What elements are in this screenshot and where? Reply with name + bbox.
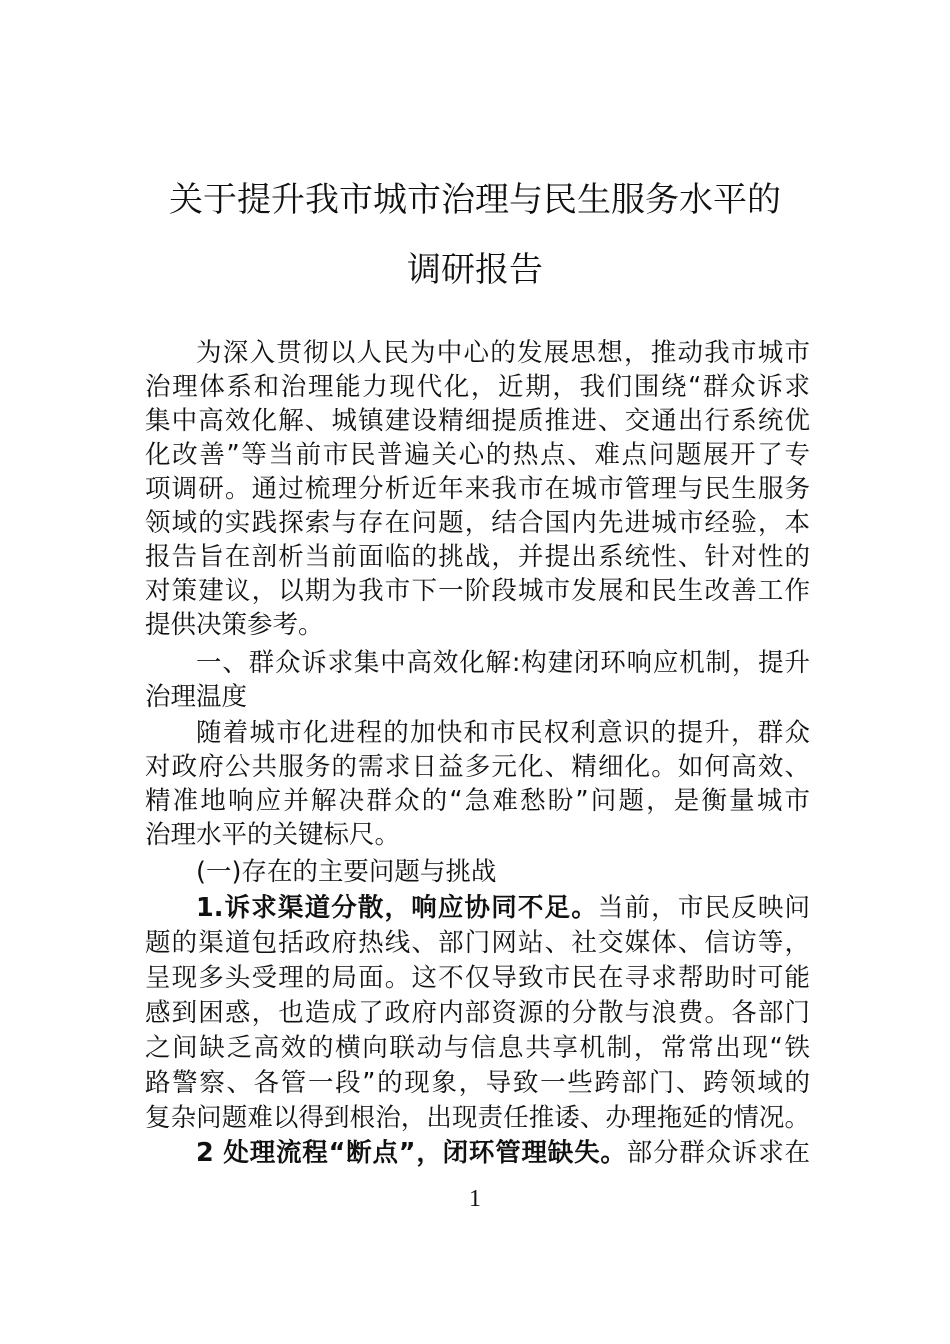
paragraph-line: 化改善”等当前市民普遍关心的热点、难点问题展开了专 — [145, 440, 810, 470]
paragraph-line: 治理体系和治理能力现代化，近期，我们围绕“群众诉求 — [145, 372, 810, 402]
subsection-heading: (一)存在的主要问题与挑战 — [196, 857, 497, 887]
paragraph-line: 报告旨在剖析当前面临的挑战，并提出系统性、针对性的 — [145, 542, 810, 572]
section-heading-line: 治理温度 — [145, 682, 248, 712]
section-heading-line: 一、群众诉求集中高效化解:构建闭环响应机制，提升 — [196, 648, 810, 678]
paragraph-line: 精准地响应并解决群众的“急难愁盼”问题，是衡量城市 — [145, 786, 810, 816]
paragraph-line: 项调研。通过梳理分析近年来我市在城市管理与民生服务 — [145, 474, 810, 504]
paragraph-line: 感到困惑，也造成了政府内部资源的分散与浪费。各部门 — [145, 998, 810, 1028]
paragraph-line: 呈现多头受理的局面。这不仅导致市民在寻求帮助时可能 — [145, 963, 810, 993]
item-2-heading: 2 处理流程“断点”，闭环管理缺失。 — [196, 1138, 627, 1168]
item-1-heading: 1.诉求渠道分散，响应协同不足。 — [196, 893, 598, 923]
item-2-first-line — [145, 1136, 810, 1170]
page-number: 1 — [469, 1186, 481, 1212]
paragraph-line: 提供决策参考。 — [145, 610, 324, 640]
paragraph-line: 领域的实践探索与存在问题，结合国内先进城市经验，本 — [145, 508, 810, 538]
report-title-line-2: 调研报告 — [407, 250, 543, 290]
paragraph-line: 路警察、各管一段”的现象，导致一些跨部门、跨领域的 — [145, 1068, 810, 1098]
paragraph-line: 集中高效化解、城镇建设精细提质推进、交通出行系统优 — [145, 406, 810, 436]
item-1-first-line — [145, 891, 810, 925]
paragraph-line: 之间缺乏高效的横向联动与信息共享机制，常常出现“铁 — [145, 1033, 810, 1063]
paragraph-line: 治理水平的关键标尺。 — [145, 820, 401, 850]
paragraph-line: 随着城市化进程的加快和市民权利意识的提升，群众 — [196, 718, 810, 748]
paragraph-line: 题的渠道包括政府热线、部门网站、社交媒体、信访等， — [145, 928, 810, 958]
report-title-line-1: 关于提升我市城市治理与民生服务水平的 — [169, 180, 781, 220]
paragraph-line: 复杂问题难以得到根治，出现责任推诿、办理拖延的情况。 — [145, 1103, 810, 1133]
paragraph-line: 为深入贯彻以人民为中心的发展思想，推动我市城市 — [196, 338, 810, 368]
paragraph-line: 对政府公共服务的需求日益多元化、精细化。如何高效、 — [145, 752, 810, 782]
item-1-text: 当前，市民反映问 — [597, 893, 810, 923]
item-2-text: 部分群众诉求在 — [626, 1138, 810, 1168]
paragraph-line: 对策建议，以期为我市下一阶段城市发展和民生改善工作 — [145, 576, 810, 606]
